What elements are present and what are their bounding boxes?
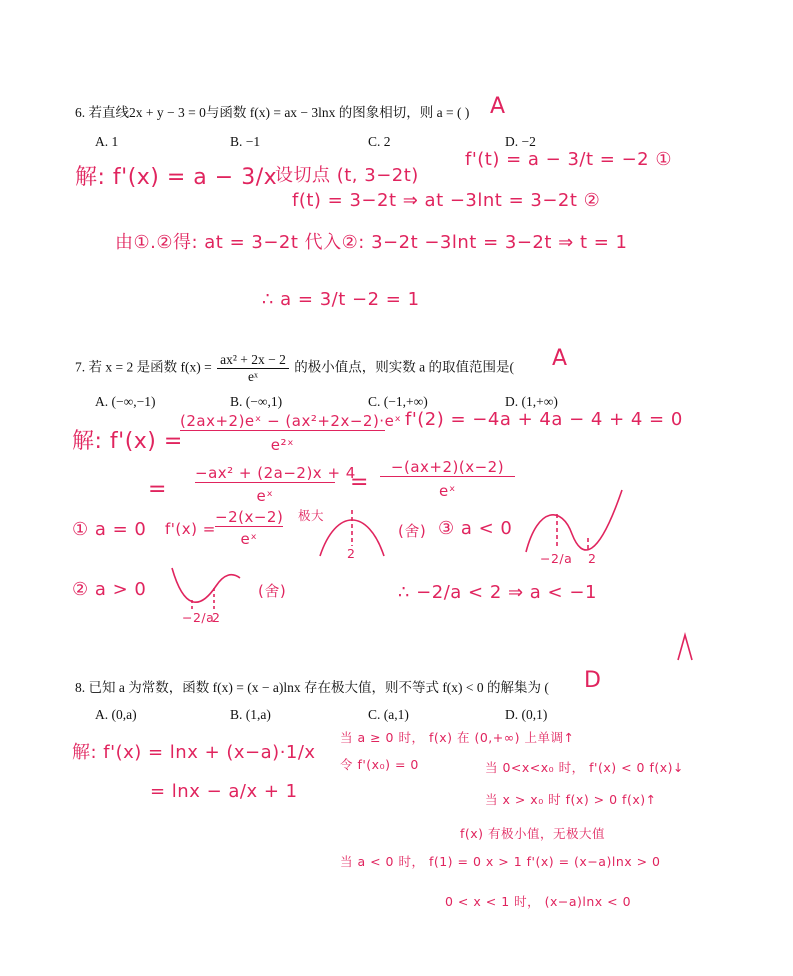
fraction-numerator: ax² + 2x − 2 <box>217 352 289 369</box>
sketch-upward-curve <box>524 486 624 556</box>
handwritten-line: 2 <box>588 551 597 566</box>
handwritten-line: 设切点 (t, 3−2t) <box>275 165 419 186</box>
handwritten-line: 由①.②得: at = 3−2t 代入②: 3−2t −3lnt = 3−2t ⇒ t = 1 <box>115 232 628 253</box>
option-a: A. (0,a) <box>95 707 137 722</box>
handwritten-line: 2 <box>212 610 221 625</box>
handwritten-line: 0 < x < 1 时， (x−a)lnx < 0 <box>445 894 632 909</box>
handwritten-line: f'(x) = <box>165 520 216 538</box>
handwritten-line: −2/a <box>540 551 573 566</box>
handwritten-line: f'(2) = −4a + 4a − 4 + 4 = 0 <box>405 409 683 430</box>
question-number: 8. <box>75 680 86 695</box>
question-text: 若 x = 2 是函数 f(x) = <box>88 359 212 375</box>
handwritten-line: ∴ a = 3/t −2 = 1 <box>262 289 420 310</box>
question-number: 6. <box>75 105 86 120</box>
option-d: D. (1,+∞) <box>505 394 558 409</box>
handwritten-line: (舍) <box>398 522 427 540</box>
handwritten-numerator: −ax² + (2a−2)x + 4 <box>195 464 356 482</box>
answer-mark: D <box>584 668 602 693</box>
handwritten-line: (舍) <box>258 582 287 600</box>
handwritten-line: 极大 <box>298 508 325 523</box>
handwritten-line: ∴ −2/a < 2 ⇒ a < −1 <box>398 582 597 603</box>
option-b: B. −1 <box>230 134 261 149</box>
function-fraction <box>217 352 289 385</box>
answer-mark: A <box>552 346 568 371</box>
option-a: A. (−∞,−1) <box>95 394 156 409</box>
handwritten-line: 当 a ≥ 0 时， f(x) 在 (0,+∞) 上单调↑ <box>340 730 575 745</box>
handwritten-denominator: e²ˣ <box>270 436 295 454</box>
handwritten-line: 当 x > x₀ 时 f(x) > 0 f(x)↑ <box>485 792 657 807</box>
handwritten-line: = <box>350 470 369 495</box>
handwritten-line: = lnx − a/x + 1 <box>150 781 298 802</box>
option-d: D. (0,1) <box>505 707 548 722</box>
question-7-stem <box>75 352 514 385</box>
stray-pen-mark <box>676 632 694 662</box>
answer-mark: A <box>490 94 506 119</box>
question-8-stem <box>75 676 549 696</box>
handwritten-denominator: eˣ <box>439 482 456 500</box>
handwritten-line: 当 0<x<x₀ 时， f'(x) < 0 f(x)↓ <box>485 760 684 775</box>
handwritten-line: ③ a < 0 <box>438 518 513 539</box>
handwritten-line: 解: f'(x) = <box>72 429 183 454</box>
question-text: 已知 a 为常数，函数 f(x) = (x − a)lnx 存在极大值，则不等式 f(x) < 0 的解集为 ( <box>88 680 549 695</box>
handwritten-line: 解: f'(x) = a − 3/x <box>75 165 278 190</box>
option-c: C. (−1,+∞) <box>368 394 428 409</box>
handwritten-line: −2/a <box>182 610 215 625</box>
handwritten-line: f(x) 有极小值，无极大值 <box>460 826 606 841</box>
handwritten-numerator: −2(x−2) <box>215 508 284 526</box>
handwritten-line: ② a > 0 <box>72 579 147 600</box>
option-c: C. 2 <box>368 134 391 149</box>
handwritten-line: 2 <box>347 546 356 561</box>
question-number: 7. <box>75 359 86 375</box>
handwritten-denominator: eˣ <box>240 530 258 548</box>
sketch-parabola <box>170 566 242 612</box>
handwritten-line: 解: f'(x) = lnx + (x−a)·1/x <box>72 742 316 763</box>
handwritten-denominator: eˣ <box>256 487 274 505</box>
handwritten-line: f(t) = 3−2t ⇒ at −3lnt = 3−2t ② <box>292 190 601 211</box>
option-c: C. (a,1) <box>368 707 409 722</box>
handwritten-numerator: −(ax+2)(x−2) <box>380 458 515 477</box>
question-text: 的极小值点，则实数 a 的取值范围是( <box>294 359 514 375</box>
option-d: D. −2 <box>505 134 536 149</box>
handwritten-line: f'(t) = a − 3/t = −2 ① <box>465 149 672 170</box>
handwritten-line: 令 f'(x₀) = 0 <box>340 757 419 772</box>
question-6-stem <box>75 101 469 121</box>
handwritten-numerator: (2ax+2)eˣ − (ax²+2x−2)·eˣ <box>180 412 402 430</box>
handwritten-line: = <box>148 477 167 502</box>
option-b: B. (1,a) <box>230 707 271 722</box>
question-text: 若直线2x + y − 3 = 0与函数 f(x) = ax − 3lnx 的图象相切，则 a = ( ) <box>88 105 470 120</box>
fraction-denominator: eˣ <box>248 369 258 384</box>
option-b: B. (−∞,1) <box>230 394 283 409</box>
option-a: A. 1 <box>95 134 119 149</box>
handwritten-line: ① a = 0 <box>72 519 147 540</box>
handwritten-line: 当 a < 0 时， f(1) = 0 x > 1 f'(x) = (x−a)lnx > 0 <box>340 854 661 869</box>
